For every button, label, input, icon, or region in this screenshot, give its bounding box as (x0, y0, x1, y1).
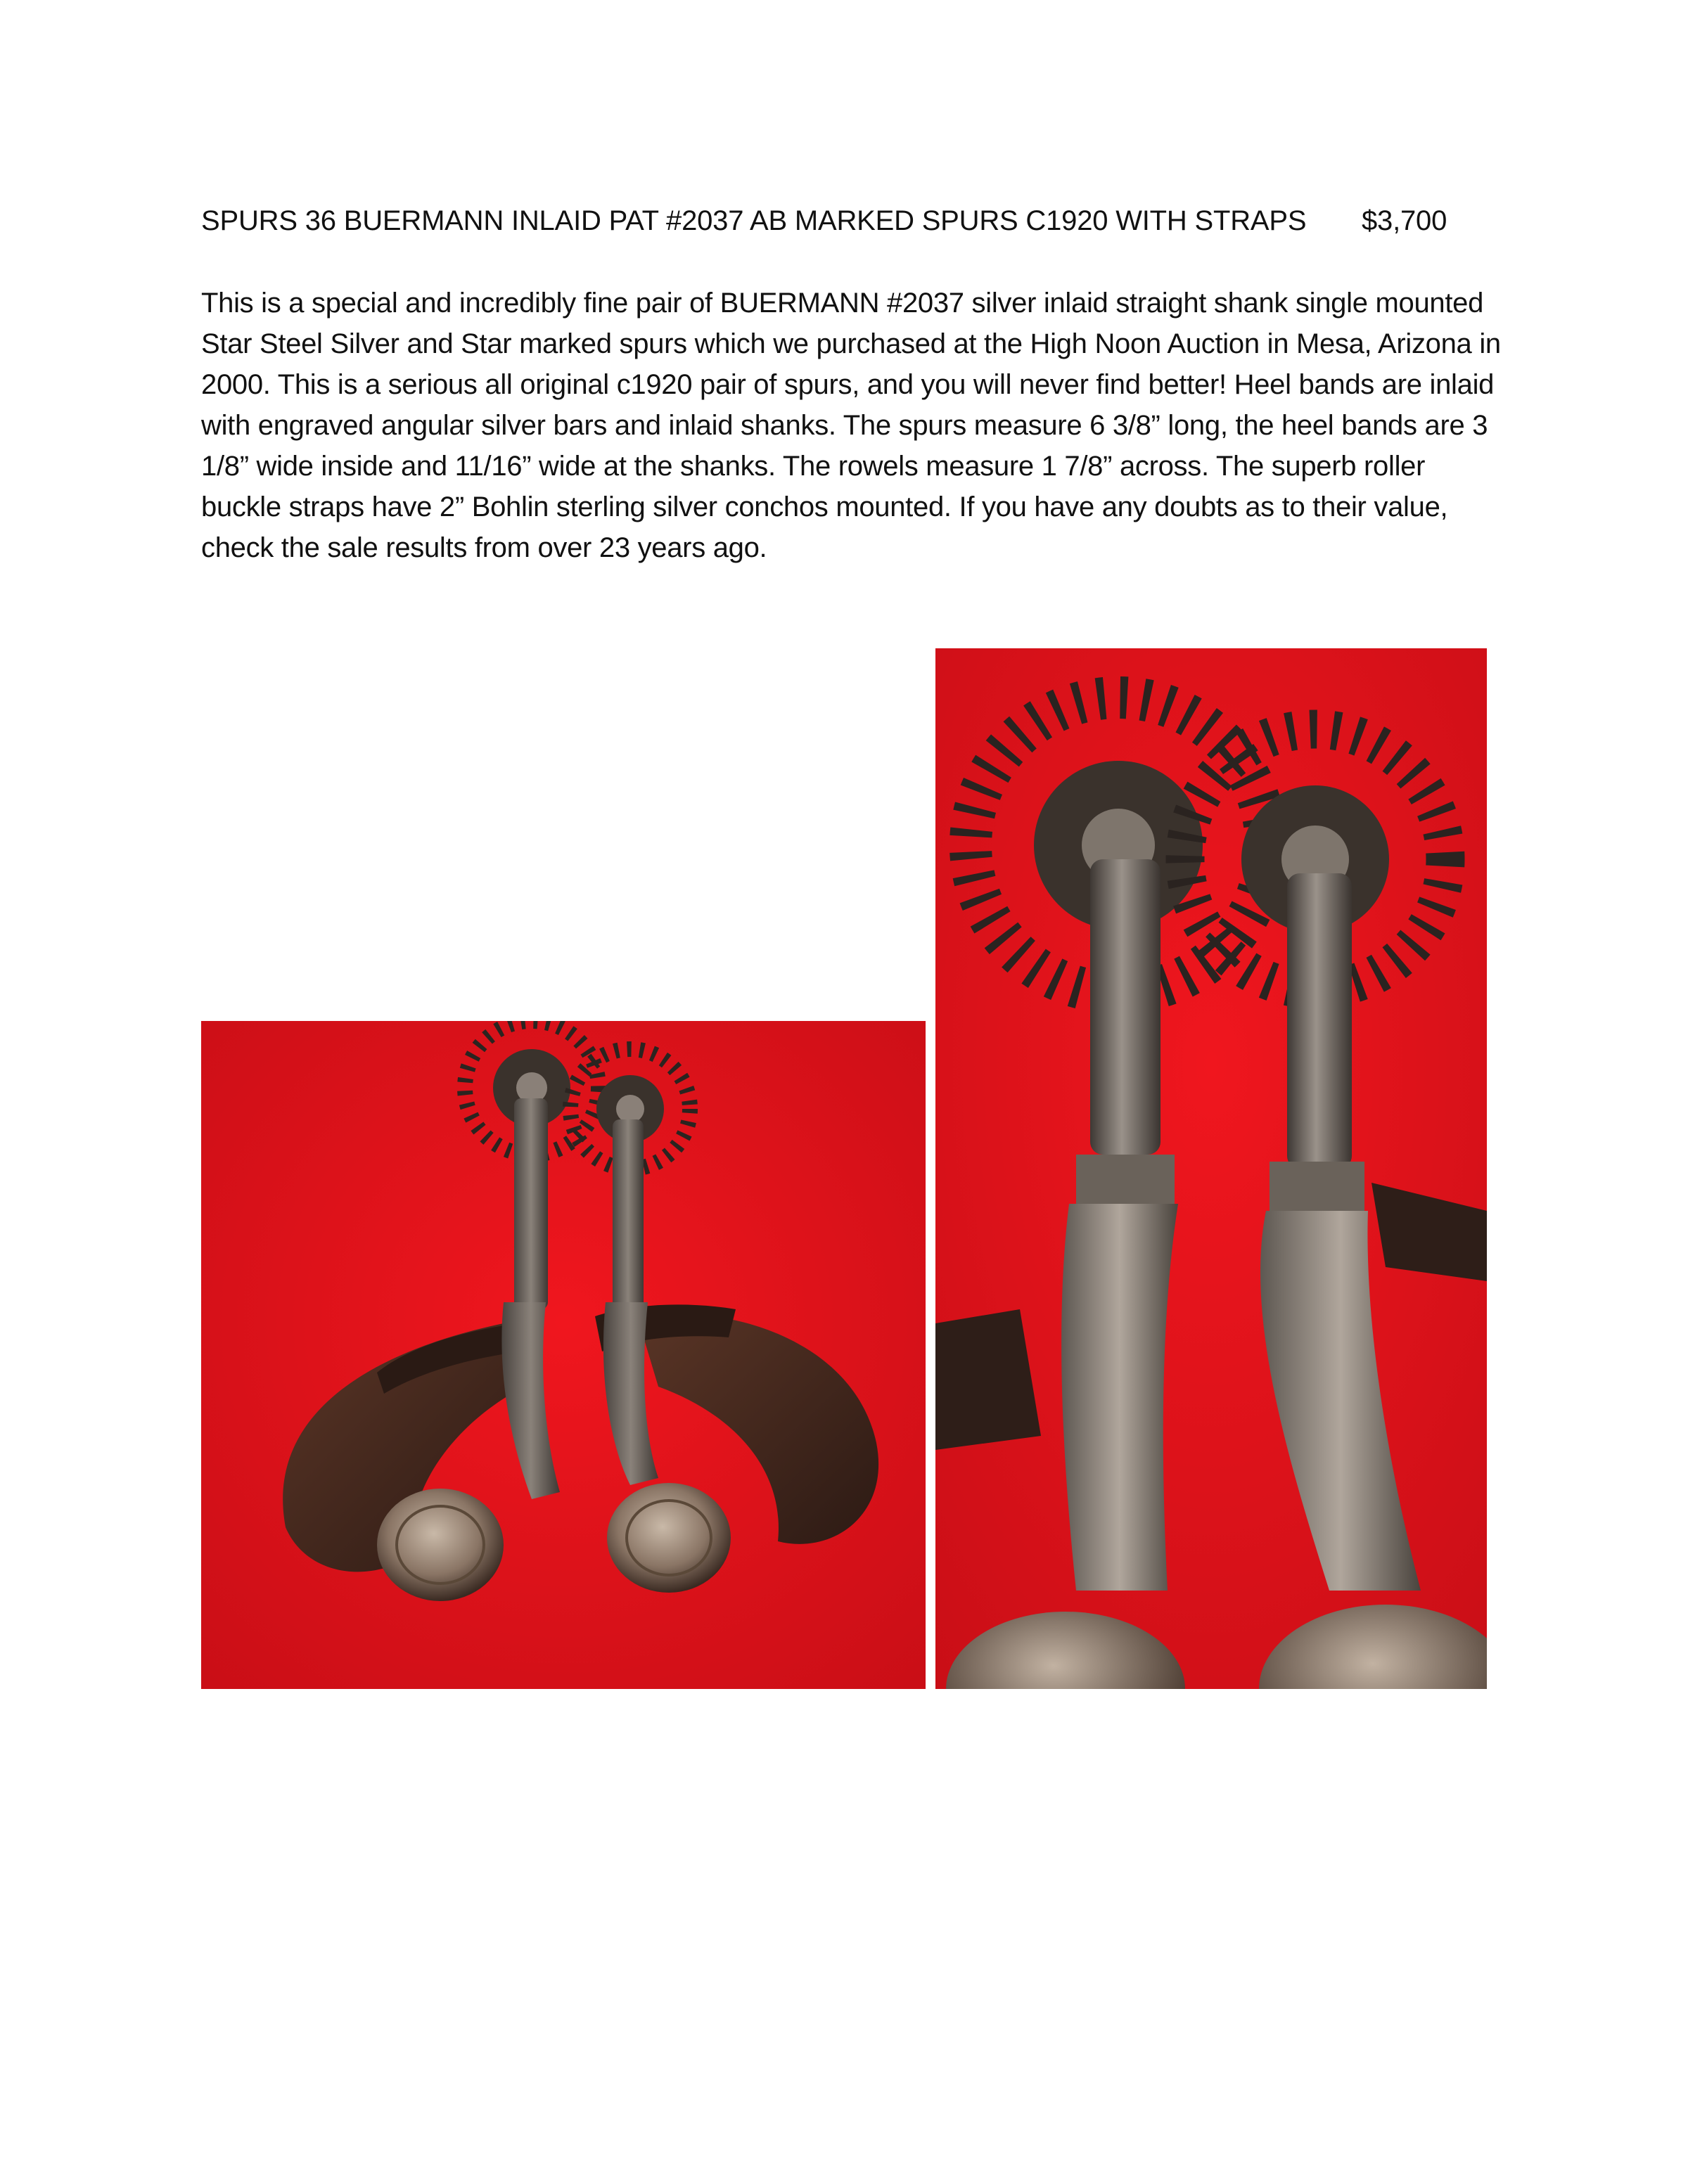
title-text: SPURS 36 BUERMANN INLAID PAT #2037 AB MARKED SPURS C1920 WITH STRAPS (201, 205, 1307, 236)
listing-description: This is a special and incredibly fine pair of BUERMANN #2037 silver inlaid straight shank single mounted Star Steel Silver and Star marked spurs which we purchased at the High Noon Auction in Mesa, Arizona in 2000. This is a serious all original c1920 pair of spurs, and you will never find better! Heel bands are inlaid with engraved angular silver bars and inlaid shanks. The spurs measure 6 3/8” long, the heel bands are 3 1/8” wide inside and 11/16” wide at the shanks. The rowels measure 1 7/8” across. The superb roller buckle straps have 2” Bohlin sterling silver conchos mounted. If you have any doubts as to their value, check the sale results from over 23 years ago. (201, 288, 1501, 563)
price-text: $3,700 (1362, 205, 1447, 236)
listing-title (201, 201, 1509, 240)
spurs-full-image (201, 1021, 926, 1689)
spurs-closeup-photo (935, 648, 1487, 1689)
spurs-full-photo (201, 1021, 926, 1689)
spurs-closeup-image (935, 648, 1487, 1689)
